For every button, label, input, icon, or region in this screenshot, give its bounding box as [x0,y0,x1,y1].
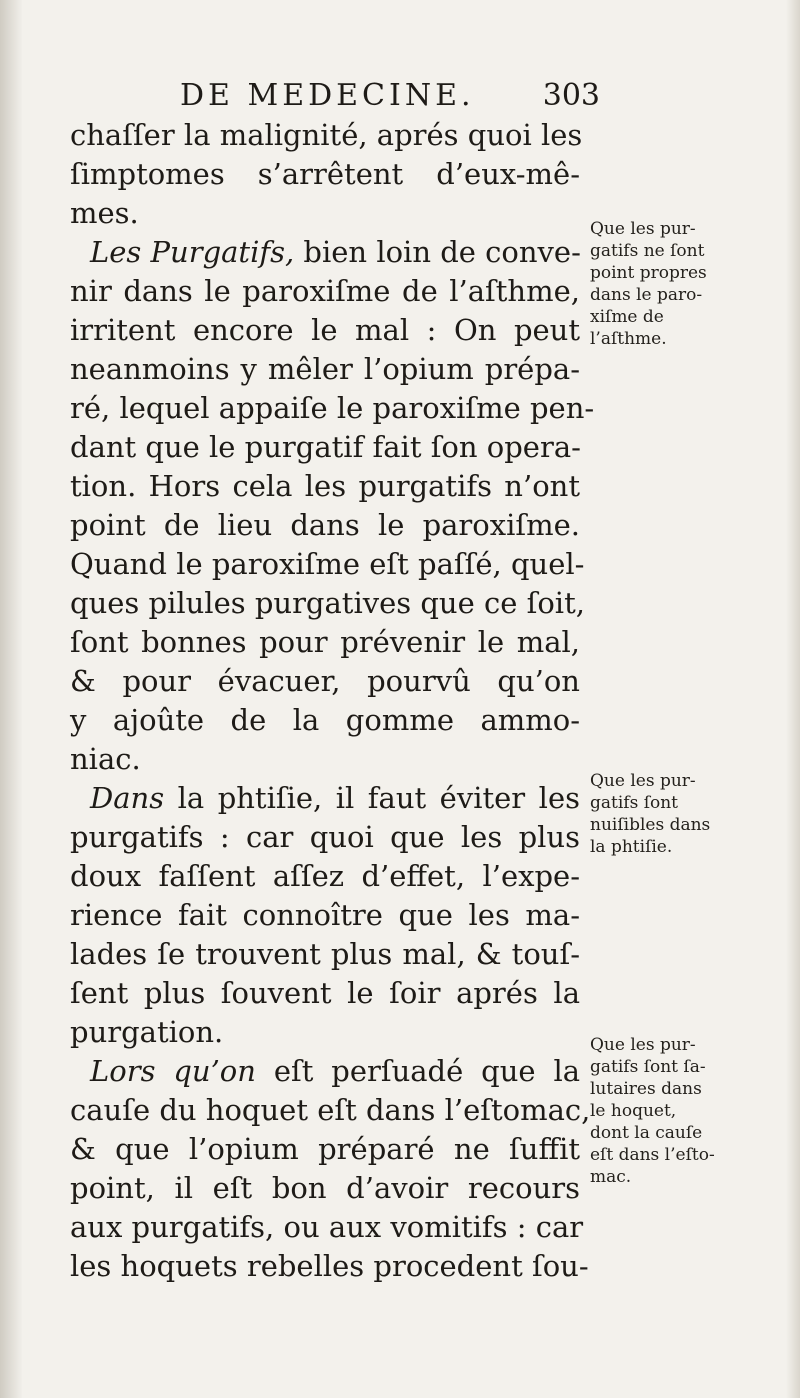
text-line: irritent encore le mal : On peut [70,313,580,347]
page-edge-shadow [786,0,800,1398]
margin-note-phthisis [590,770,750,858]
text-line: neanmoins y mêler l’opium prépa- [70,352,580,386]
page-number: 303 [542,78,600,113]
margin-note-line: mac. [590,1167,632,1187]
margin-note-line: Que les pur- [590,771,696,791]
italic-phrase: Lors qu’on [90,1054,256,1088]
margin-note-line: gatifs ſont [590,793,679,813]
text-line: rience fait connoître que les ma- [70,898,580,932]
text-line: niac. [70,742,141,776]
text-line: doux faſſent aſſez d’effet, l’expe- [70,859,580,893]
main-text-block [70,116,595,1286]
text-line: point, il eſt bon d’avoir recours [70,1171,580,1205]
text-line: les hoquets rebelles procedent ſou- [70,1249,589,1283]
text-line: & que l’opium préparé ne ſuffit [70,1132,580,1166]
margin-note-asthma [590,218,750,350]
margin-note-line: lutaires dans [590,1079,702,1099]
text-line: Quand le paroxiſme eſt paſſé, quel- [70,547,585,581]
text-line: ré, lequel appaiſe le paroxiſme pen- [70,391,595,425]
text-line: purgation. [70,1015,224,1049]
text-line: nir dans le paroxiſme de l’aſthme, [70,274,580,308]
text-line: dant que le purgatif fait ſon opera- [70,430,581,464]
text-line: cauſe du hoquet eſt dans l’eſtomac, [70,1093,591,1127]
text-line: ſimptomes s’arrêtent d’eux-mê- [70,157,580,191]
margin-note-line: le hoquet, [590,1101,677,1121]
margin-note-line: xiſme de [590,307,664,327]
text-line: ſont bonnes pour prévenir le mal, [70,625,580,659]
text-line-italic-start: Les Purgatifs, bien loin de conve- [90,235,581,269]
text-line-italic-start: Lors qu’on eſt perſuadé que la [90,1054,581,1088]
italic-phrase: Les Purgatifs, [90,235,295,269]
margin-note-line: gatifs ſont ſa- [590,1057,706,1077]
text-line: purgatifs : car quoi que les plus [70,820,580,854]
margin-note-line: l’aſthme. [590,329,667,349]
text-line: aux purgatifs, ou aux vomitifs : car [70,1210,584,1244]
text-line: lades ſe trouvent plus mal, & touſ- [70,937,580,971]
text-line: y ajoûte de la gomme ammo- [70,703,580,737]
text-line: tion. Hors cela les purgatifs n’ont [70,469,580,503]
margin-note-line: eſt dans l’eſto- [590,1145,715,1165]
margin-note-line: gatifs ne ſont [590,241,705,261]
text-line: mes. [70,196,139,230]
margin-note-line: dans le paro- [590,285,703,305]
text-line: point de lieu dans le paroxiſme. [70,508,580,542]
text-line: ques pilules purgatives que ce ſoit, [70,586,585,620]
running-head: DE MEDECINE. [180,78,475,113]
margin-note-line: Que les pur- [590,1035,696,1055]
margin-note-hiccup [590,1034,750,1188]
text-line: chaſſer la malignité, aprés quoi les [70,118,583,152]
margin-note-line: dont la cauſe [590,1123,703,1143]
margin-note-line: point propres [590,263,707,283]
text-line-italic-start: Dans la phtiſie, il faut éviter les [90,781,580,815]
page-gutter-shadow [0,0,22,1398]
italic-phrase: Dans [90,781,165,815]
margin-note-line: Que les pur- [590,219,696,239]
margin-note-line: nuiſibles dans [590,815,711,835]
text-line: ſent plus ſouvent le ſoir aprés la [70,976,580,1010]
text-line: & pour évacuer, pourvû qu’on [70,664,580,698]
margin-note-line: la phtiſie. [590,837,673,857]
